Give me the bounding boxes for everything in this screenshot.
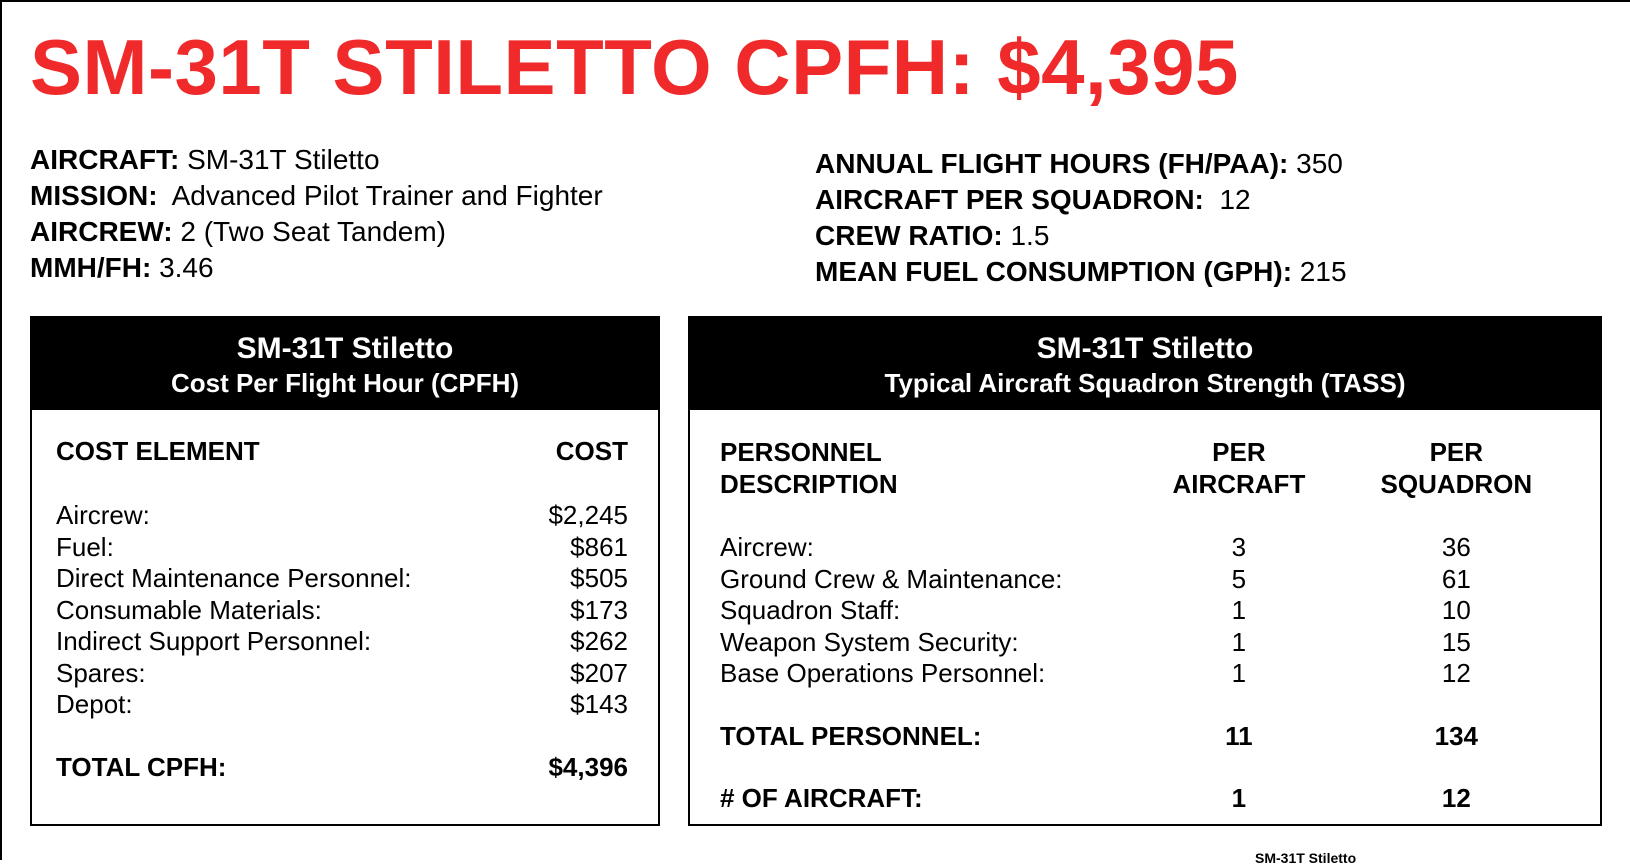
- cpfh-table: [56, 436, 628, 783]
- spec-value: 2 (Two Seat Tandem): [172, 216, 446, 247]
- cost-value: $262: [570, 626, 628, 656]
- col-cost: COST: [555, 436, 628, 466]
- table-row: [56, 500, 628, 532]
- spec-value: Advanced Pilot Trainer and Fighter: [157, 180, 603, 211]
- col-personnel-description: [720, 436, 1135, 500]
- table-row: [56, 658, 628, 690]
- spec-label: CREW RATIO:: [815, 220, 1003, 251]
- specs-left: [30, 142, 603, 286]
- cpfh-subheading: Cost Per Flight Hour (CPFH): [170, 368, 520, 398]
- spec-value: 3.46: [151, 252, 214, 283]
- col-header-line: SQUADRON: [1380, 469, 1533, 499]
- cost-element-name: Consumable Materials:: [56, 594, 322, 625]
- tass-heading: SM-31T Stiletto: [1036, 332, 1254, 365]
- personnel-name: Aircrew:: [720, 532, 814, 562]
- spec-aircraft-per-squadron: [815, 182, 1347, 218]
- cost-element-name: Aircrew:: [56, 500, 150, 530]
- total-cpfh-label: TOTAL CPFH:: [56, 751, 227, 782]
- spec-crew-ratio: [815, 218, 1347, 254]
- table-row: [720, 595, 1570, 627]
- tass-subheading: Typical Aircraft Squadron Strength (TASS): [884, 368, 1406, 398]
- spec-label: AIRCREW:: [30, 216, 173, 247]
- page-title: SM-31T STILETTO CPFH: $4,395: [30, 23, 1239, 111]
- total-per-squadron: 134: [1434, 720, 1479, 751]
- tass-table: [720, 436, 1570, 814]
- per-aircraft-value: 1: [1231, 595, 1247, 625]
- spec-value: 1.5: [1002, 220, 1050, 251]
- tass-aircraft-count-row: [720, 782, 1570, 814]
- cpfh-panel-header: [32, 318, 658, 410]
- cost-value: $505: [570, 563, 628, 593]
- per-squadron-value: 61: [1441, 563, 1471, 594]
- cost-value: $173: [570, 594, 628, 625]
- per-aircraft-value: 1: [1231, 626, 1247, 657]
- spec-label: MEAN FUEL CONSUMPTION (GPH):: [815, 256, 1293, 287]
- personnel-name: Squadron Staff:: [720, 595, 901, 625]
- spec-value: 350: [1288, 148, 1343, 179]
- aircraft-count-label: # OF AIRCRAFT:: [720, 782, 923, 813]
- cpfh-heading: SM-31T Stiletto: [236, 332, 454, 365]
- cost-value: $207: [570, 657, 628, 688]
- cpfh-table-header: [56, 436, 628, 500]
- table-row: [720, 564, 1570, 596]
- spec-annual-flight-hours: [815, 146, 1347, 182]
- spec-label: AIRCRAFT PER SQUADRON:: [815, 184, 1204, 215]
- cost-element-name: Indirect Support Personnel:: [56, 626, 372, 656]
- per-aircraft-value: 1: [1231, 658, 1247, 688]
- cost-value: $2,245: [548, 500, 628, 530]
- aircraft-count-per-aircraft: 1: [1231, 782, 1247, 813]
- table-row: [720, 658, 1570, 690]
- per-squadron-value: 36: [1441, 532, 1471, 562]
- per-squadron-value: 12: [1441, 658, 1471, 688]
- per-aircraft-value: 3: [1231, 532, 1247, 562]
- per-squadron-value: 10: [1441, 595, 1471, 625]
- spec-mission: [30, 178, 603, 214]
- cost-element-name: Direct Maintenance Personnel:: [56, 563, 412, 593]
- col-header-line: AIRCRAFT: [1172, 469, 1306, 499]
- spec-aircrew: [30, 214, 603, 250]
- col-header-line: DESCRIPTION: [720, 469, 898, 499]
- cost-value: $143: [570, 689, 628, 719]
- total-per-aircraft: 11: [1225, 720, 1253, 751]
- col-header-line: PER: [1429, 437, 1484, 467]
- aircraft-count-per-squadron: 12: [1441, 782, 1471, 813]
- table-row: [56, 595, 628, 627]
- spec-value: SM-31T Stiletto: [179, 144, 380, 175]
- spec-mmh: [30, 250, 603, 286]
- tass-total-row: [720, 720, 1570, 752]
- per-aircraft-value: 5: [1231, 563, 1247, 594]
- total-personnel-label: TOTAL PERSONNEL:: [720, 720, 982, 751]
- per-squadron-value: 15: [1441, 626, 1471, 657]
- tass-panel-header: [690, 318, 1600, 410]
- specs-right: [815, 146, 1347, 290]
- spec-fuel-consumption: [815, 254, 1347, 290]
- col-header-line: PERSONNEL: [720, 437, 882, 467]
- table-row: [56, 689, 628, 721]
- cost-element-name: Fuel:: [56, 531, 114, 562]
- spec-label: ANNUAL FLIGHT HOURS (FH/PAA):: [815, 148, 1289, 179]
- cpfh-total-row: [56, 751, 628, 783]
- spec-label: MISSION:: [30, 180, 158, 211]
- table-row: [56, 563, 628, 595]
- cpfh-panel: [30, 316, 660, 826]
- personnel-name: Base Operations Personnel:: [720, 658, 1046, 688]
- footnote-label: SM-31T Stiletto: [1255, 850, 1357, 866]
- table-row: [720, 627, 1570, 659]
- cost-value: $861: [570, 531, 628, 562]
- table-row: [720, 532, 1570, 564]
- spec-label: MMH/FH:: [30, 252, 152, 283]
- col-cost-element: COST ELEMENT: [56, 436, 260, 466]
- table-row: [56, 626, 628, 658]
- col-per-squadron: [1343, 436, 1570, 500]
- personnel-name: Ground Crew & Maintenance:: [720, 563, 1063, 594]
- personnel-name: Weapon System Security:: [720, 626, 1019, 657]
- tass-panel: [688, 316, 1602, 826]
- table-row: [56, 532, 628, 564]
- spec-value: 12: [1203, 184, 1251, 215]
- spec-aircraft: [30, 142, 603, 178]
- cost-element-name: Depot:: [56, 689, 133, 719]
- spec-value: 215: [1292, 256, 1347, 287]
- col-per-aircraft: [1135, 436, 1343, 500]
- tass-table-header: [720, 436, 1570, 532]
- col-header-line: PER: [1212, 437, 1266, 467]
- total-cpfh-value: $4,396: [548, 751, 628, 782]
- spec-label: AIRCRAFT:: [30, 144, 180, 175]
- cost-element-name: Spares:: [56, 657, 146, 688]
